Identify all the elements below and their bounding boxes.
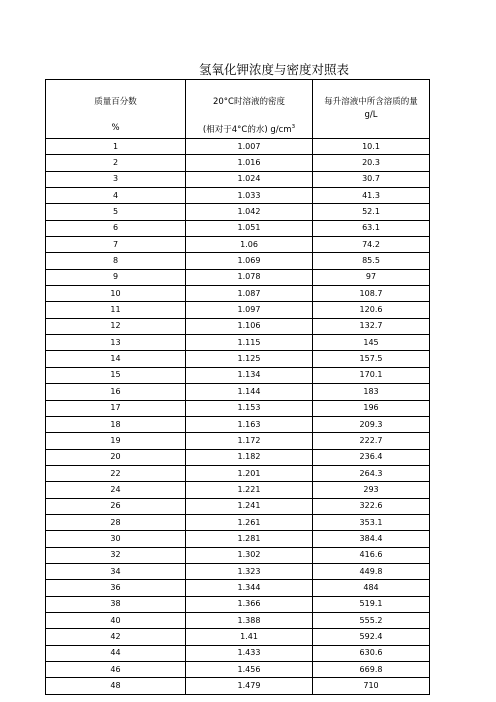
header-solute-label: 每升溶液中所含溶质的量 <box>324 97 418 107</box>
cell-density: 1.302 <box>186 547 313 563</box>
cell-solute-per-liter: 63.1 <box>313 220 430 236</box>
cell-density: 1.144 <box>186 384 313 400</box>
cell-mass-percent: 30 <box>46 531 186 547</box>
cell-mass-percent: 36 <box>46 580 186 596</box>
cell-solute-per-liter: 449.8 <box>313 563 430 579</box>
cell-solute-per-liter: 384.4 <box>313 531 430 547</box>
cell-solute-per-liter: 196 <box>313 400 430 416</box>
cell-density: 1.201 <box>186 465 313 481</box>
cell-density: 1.323 <box>186 563 313 579</box>
cell-solute-per-liter: 170.1 <box>313 367 430 383</box>
cell-density: 1.042 <box>186 204 313 220</box>
header-mass-percent-label: 质量百分数 <box>94 97 137 107</box>
table-row <box>46 155 430 171</box>
table-row <box>46 335 430 351</box>
cell-density: 1.033 <box>186 188 313 204</box>
cell-density: 1.06 <box>186 237 313 253</box>
cell-density: 1.344 <box>186 580 313 596</box>
cell-mass-percent: 13 <box>46 335 186 351</box>
cell-solute-per-liter: 85.5 <box>313 253 430 269</box>
header-density-unit <box>186 123 312 135</box>
cell-density: 1.125 <box>186 351 313 367</box>
cell-mass-percent: 1 <box>46 139 186 155</box>
header-density <box>186 80 313 139</box>
table-row <box>46 580 430 596</box>
cell-solute-per-liter: 74.2 <box>313 237 430 253</box>
table-row <box>46 253 430 269</box>
table-row <box>46 204 430 220</box>
cell-solute-per-liter: 183 <box>313 384 430 400</box>
cell-solute-per-liter: 41.3 <box>313 188 430 204</box>
cell-solute-per-liter: 120.6 <box>313 302 430 318</box>
table-row <box>46 482 430 498</box>
cell-mass-percent: 18 <box>46 416 186 432</box>
cell-mass-percent: 32 <box>46 547 186 563</box>
cell-mass-percent: 5 <box>46 204 186 220</box>
cell-solute-per-liter: 630.6 <box>313 645 430 661</box>
table-row <box>46 645 430 661</box>
cell-density: 1.069 <box>186 253 313 269</box>
table-row <box>46 171 430 187</box>
cell-density: 1.115 <box>186 335 313 351</box>
table-row <box>46 318 430 334</box>
data-table <box>45 79 430 695</box>
table-row <box>46 514 430 530</box>
header-mass-percent-unit: % <box>111 123 120 133</box>
cell-solute-per-liter: 293 <box>313 482 430 498</box>
cell-density: 1.479 <box>186 678 313 694</box>
table-row <box>46 237 430 253</box>
cell-mass-percent: 6 <box>46 220 186 236</box>
cell-density: 1.172 <box>186 433 313 449</box>
cell-density: 1.221 <box>186 482 313 498</box>
cell-mass-percent: 26 <box>46 498 186 514</box>
cell-mass-percent: 24 <box>46 482 186 498</box>
cell-solute-per-liter: 484 <box>313 580 430 596</box>
table-row <box>46 384 430 400</box>
cell-density: 1.281 <box>186 531 313 547</box>
cell-mass-percent: 17 <box>46 400 186 416</box>
table-row <box>46 416 430 432</box>
cell-density: 1.051 <box>186 220 313 236</box>
cell-density: 1.182 <box>186 449 313 465</box>
header-mass-percent <box>46 80 186 139</box>
cell-density: 1.261 <box>186 514 313 530</box>
header-row <box>46 80 430 139</box>
cell-mass-percent: 46 <box>46 662 186 678</box>
cell-density: 1.153 <box>186 400 313 416</box>
cell-mass-percent: 10 <box>46 286 186 302</box>
table-row <box>46 547 430 563</box>
cell-density: 1.456 <box>186 662 313 678</box>
table-row <box>46 662 430 678</box>
cell-mass-percent: 22 <box>46 465 186 481</box>
table-row <box>46 531 430 547</box>
cell-mass-percent: 38 <box>46 596 186 612</box>
cell-solute-per-liter: 145 <box>313 335 430 351</box>
table-row <box>46 302 430 318</box>
cell-solute-per-liter: 108.7 <box>313 286 430 302</box>
cell-solute-per-liter: 710 <box>313 678 430 694</box>
cell-mass-percent: 9 <box>46 269 186 285</box>
header-density-unit-sup: 3 <box>291 124 296 131</box>
table-row <box>46 612 430 628</box>
table-row <box>46 286 430 302</box>
cell-solute-per-liter: 416.6 <box>313 547 430 563</box>
cell-solute-per-liter: 592.4 <box>313 629 430 645</box>
table-row <box>46 498 430 514</box>
table-row <box>46 351 430 367</box>
table-row <box>46 367 430 383</box>
cell-mass-percent: 34 <box>46 563 186 579</box>
cell-density: 1.007 <box>186 139 313 155</box>
cell-mass-percent: 42 <box>46 629 186 645</box>
table-row <box>46 400 430 416</box>
cell-mass-percent: 15 <box>46 367 186 383</box>
cell-solute-per-liter: 353.1 <box>313 514 430 530</box>
cell-mass-percent: 14 <box>46 351 186 367</box>
cell-solute-per-liter: 322.6 <box>313 498 430 514</box>
cell-density: 1.366 <box>186 596 313 612</box>
cell-mass-percent: 19 <box>46 433 186 449</box>
cell-mass-percent: 4 <box>46 188 186 204</box>
cell-mass-percent: 44 <box>46 645 186 661</box>
table-row <box>46 433 430 449</box>
cell-mass-percent: 11 <box>46 302 186 318</box>
table-row <box>46 449 430 465</box>
cell-solute-per-liter: 236.4 <box>313 449 430 465</box>
table-row <box>46 596 430 612</box>
cell-density: 1.078 <box>186 269 313 285</box>
cell-density: 1.024 <box>186 171 313 187</box>
cell-density: 1.134 <box>186 367 313 383</box>
header-density-label: 20°C时溶液的密度 <box>212 97 285 107</box>
cell-solute-per-liter: 669.8 <box>313 662 430 678</box>
cell-mass-percent: 48 <box>46 678 186 694</box>
cell-mass-percent: 7 <box>46 237 186 253</box>
cell-solute-per-liter: 132.7 <box>313 318 430 334</box>
cell-density: 1.41 <box>186 629 313 645</box>
cell-solute-per-liter: 209.3 <box>313 416 430 432</box>
cell-solute-per-liter: 157.5 <box>313 351 430 367</box>
cell-density: 1.106 <box>186 318 313 334</box>
table-row <box>46 678 430 694</box>
table-body <box>46 139 430 695</box>
header-density-unit-text: (相对于4°C的水) g/cm <box>202 125 292 135</box>
header-solute-unit: g/L <box>364 110 378 120</box>
cell-mass-percent: 20 <box>46 449 186 465</box>
table-row <box>46 563 430 579</box>
cell-mass-percent: 3 <box>46 171 186 187</box>
cell-solute-per-liter: 222.7 <box>313 433 430 449</box>
cell-mass-percent: 40 <box>46 612 186 628</box>
table-row <box>46 188 430 204</box>
cell-mass-percent: 28 <box>46 514 186 530</box>
cell-solute-per-liter: 52.1 <box>313 204 430 220</box>
cell-solute-per-liter: 30.7 <box>313 171 430 187</box>
page-title: 氢氧化钾浓度与密度对照表 <box>198 62 349 77</box>
cell-mass-percent: 2 <box>46 155 186 171</box>
cell-solute-per-liter: 519.1 <box>313 596 430 612</box>
cell-density: 1.087 <box>186 286 313 302</box>
cell-density: 1.388 <box>186 612 313 628</box>
table-row <box>46 139 430 155</box>
cell-density: 1.016 <box>186 155 313 171</box>
cell-density: 1.433 <box>186 645 313 661</box>
cell-density: 1.097 <box>186 302 313 318</box>
cell-mass-percent: 12 <box>46 318 186 334</box>
cell-density: 1.241 <box>186 498 313 514</box>
cell-mass-percent: 8 <box>46 253 186 269</box>
cell-mass-percent: 16 <box>46 384 186 400</box>
table-row <box>46 465 430 481</box>
cell-solute-per-liter: 264.3 <box>313 465 430 481</box>
header-solute-per-liter <box>313 80 430 139</box>
table-row <box>46 269 430 285</box>
table-row <box>46 220 430 236</box>
cell-density: 1.163 <box>186 416 313 432</box>
cell-solute-per-liter: 555.2 <box>313 612 430 628</box>
cell-solute-per-liter: 20.3 <box>313 155 430 171</box>
cell-solute-per-liter: 10.1 <box>313 139 430 155</box>
cell-solute-per-liter: 97 <box>313 269 430 285</box>
table-row <box>46 629 430 645</box>
